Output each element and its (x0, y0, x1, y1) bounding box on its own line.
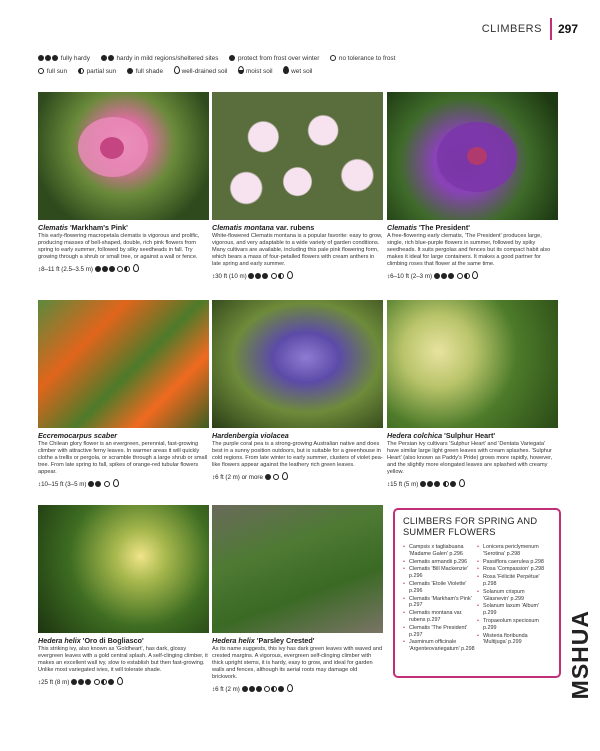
sidebar-list-item: • Rosa 'Félicité Perpétue' p.298 (477, 574, 551, 588)
plant-description: White-flowered Clematis montana is a popular favorite: easy to grow, vigorous, and very adaptable to a wide variety of garden conditions. Many cultivars are available, including this pale pink flowering form, which bears a mass of four-petalled flowers with cream anthers in late spring and early summer. (212, 233, 383, 267)
moist-soil-icon (238, 66, 244, 74)
legend-no-frost: no tolerance to frost (330, 55, 395, 62)
legend-fully-hardy: fully hardy (38, 55, 90, 62)
plant-description: This early-flowering macropetala clematis is vigorous and prolific, producing masses of bell-shaped, double, rich pink flowers from spring to early summer, followed by silky seedheads in fall. Try growing through a shrub or small tree, or against a wall or fence. (38, 233, 200, 260)
plant-meta: ↕10–15 ft (3–5 m) (38, 479, 209, 488)
legend-protect-frost: protect from frost over winter (229, 55, 319, 62)
plant-photo (387, 92, 558, 220)
wet-soil-icon (283, 66, 289, 74)
no-frost-icon (330, 55, 336, 61)
plant-meta: ↕15 ft (5 m) (387, 479, 558, 488)
plant-name: Clematis 'Markham's Pink' (38, 223, 128, 232)
sidebar-list-item: • Solanum laxum 'Album' p.299 (477, 603, 551, 617)
sidebar-list-item: • Clematis 'Bill Mackenzie' p.296 (403, 566, 477, 580)
plant-description: The Persian ivy cultivars 'Sulphur Heart' and 'Dentata Variegata' have similar large light green leaves with cream splashes. 'Sulphur Heart' (also known as Paddy's Pride) grows more rapidly, however, and the slightly more elongated leaves are splashed with creamy yellow. (387, 441, 553, 475)
full-sun-icon (38, 68, 44, 74)
plant-name: Eccremocarpus scaber (38, 431, 118, 440)
plant-photo (38, 505, 209, 633)
legend-hardy-mild: hardy in mild regions/sheltered sites (101, 55, 219, 62)
plant-name: Hedera helix 'Parsley Crested' (212, 636, 315, 645)
sidebar-list-item: • Clematis armandii p.296 (403, 559, 477, 566)
well-drained-soil-icon (174, 66, 180, 74)
plant-card-clematis-the-president (387, 92, 558, 280)
plant-meta: ↕6 ft (2 m) (212, 684, 383, 693)
sidebar-columns (403, 544, 551, 654)
plant-card-hedera-helix-parsley-crested (212, 505, 383, 693)
plant-name: Hedera helix 'Oro di Bogliasco' (38, 636, 144, 645)
plant-card-eccremocarpus-scaber (38, 300, 209, 488)
plant-name: Hardenbergia violacea (212, 431, 289, 440)
plant-meta: ↕30 ft (10 m) (212, 271, 383, 280)
plant-card-hardenbergia-violacea (212, 300, 383, 481)
sidebar-list-item: • Clematis montana var. rubens p.297 (403, 610, 477, 624)
page-header (482, 18, 578, 40)
snowflake-icon (38, 55, 44, 61)
plant-meta: ↕8–11 ft (2.5–3.5 m) (38, 264, 209, 273)
plant-description: A free-flowering early clematis, 'The President' produces large, single, rich blue-purple flowers in summer, followed by spiky seedheads. It suits pergolas and fences but its compact habit also makes it ideal for large containers. It makes a good partner for climbing roses that flower at the same time. (387, 233, 551, 267)
sidebar-list-item: • Jasminum officinale 'Argenteovariegatum' p.298 (403, 639, 477, 653)
plant-photo (38, 92, 209, 220)
plant-photo (212, 92, 383, 220)
plant-description: The purple coral pea is a strong-growing Australian native and does best in a sunny position outdoors, but is suitable for a greenhouse in cold regions. From late winter to early summer, clusters of violet pea-like flowers appear against the leathery rich green leaves. (212, 441, 383, 468)
sidebar-list-item: • Lonicera periclymenum 'Serotina' p.298 (477, 544, 551, 558)
watermark: MSHUA (567, 610, 593, 700)
legend-row-hardiness (38, 52, 558, 65)
plant-photo (387, 300, 558, 428)
plant-card-hedera-colchica-sulphur-heart (387, 300, 558, 488)
sidebar-list-item: • Tropaeolum speciosum p.299 (477, 618, 551, 632)
plant-card-hedera-helix-oro-di-bogliasco (38, 505, 209, 686)
plant-description: The Chilean glory flower is an evergreen, perennial, fast-growing climber with attractive ferny leaves. In warmer areas it will quickly clothe a trellis or pergola, or scramble through a large shrub or small tree. From late spring to fall, spikes of orange-red tubular flowers appear. (38, 441, 208, 475)
legend-well-drained: well-drained soil (174, 68, 228, 75)
sidebar-list-item: • Clematis 'Markham's Pink' p.297 (403, 596, 477, 610)
page-number: 297 (557, 22, 578, 36)
plant-description: This striking ivy, also known as 'Goldheart', has dark, glossy evergreen leaves with a gold central splash. A self-clinging climber, it makes an excellent wall ivy, slow to establish but then fast-growing. Unlike most variegated ivies, it will tolerate shade. (38, 646, 208, 673)
sidebar-list-item: • Solanum crispum 'Glasnevin' p.299 (477, 589, 551, 603)
legend-full-sun: full sun (38, 68, 67, 75)
sidebar-list-item: • Campsis x tagliabuana 'Madame Galen' p.296 (403, 544, 477, 558)
plant-card-clematis-markhams-pink (38, 92, 209, 273)
plant-card-clematis-montana-rubens (212, 92, 383, 280)
plant-name: Clematis montana var. rubens (212, 223, 315, 232)
snowflake-icon (101, 55, 107, 61)
symbol-legend (38, 52, 558, 78)
sidebar-list-item: • Passiflora caerulea p.298 (477, 559, 551, 566)
plant-photo (212, 505, 383, 633)
legend-wet-soil: wet soil (283, 68, 312, 75)
section-title: CLIMBERS (481, 23, 542, 35)
legend-row-conditions (38, 65, 558, 78)
sidebar-left-list (403, 544, 477, 654)
climbers-spring-summer-box (393, 508, 561, 678)
snowflake-icon (229, 55, 235, 61)
sidebar-list-item: • Rosa 'Compassion' p.298 (477, 566, 551, 573)
plant-photo (38, 300, 209, 428)
plant-name: Clematis 'The President' (387, 223, 470, 232)
partial-sun-icon (78, 68, 84, 74)
plant-meta: ↕6–10 ft (2–3 m) (387, 271, 558, 280)
legend-moist-soil: moist soil (238, 68, 272, 75)
plant-name: Hedera colchica 'Sulphur Heart' (387, 431, 496, 440)
plant-description: As its name suggests, this ivy has dark green leaves with waved and crested margins. A vigorous, evergreen self-clinging climber with thick upright stems, it is hardy, easy to grow, and ideal for garden walls and fences, although its aerial roots may damage old brickwork. (212, 646, 383, 680)
sidebar-list-item: • Clematis 'Etoile Violette' p.296 (403, 581, 477, 595)
full-shade-icon (127, 68, 133, 74)
sidebar-title: CLIMBERS FOR SPRING AND SUMMER FLOWERS (403, 516, 538, 537)
sidebar-list-item: • Wisteria floribunda 'Multijuga' p.299 (477, 633, 551, 647)
legend-partial-sun: partial sun (78, 68, 116, 75)
sidebar-list-item: • Clematis 'The President' p.297 (403, 625, 477, 639)
plant-photo (212, 300, 383, 428)
plant-meta: ↕6 ft (2 m) or more (212, 472, 383, 481)
plant-meta: ↕25 ft (8 m) (38, 677, 209, 686)
header-divider (550, 18, 552, 40)
sidebar-right-list (477, 544, 551, 654)
legend-full-shade: full shade (127, 68, 163, 75)
